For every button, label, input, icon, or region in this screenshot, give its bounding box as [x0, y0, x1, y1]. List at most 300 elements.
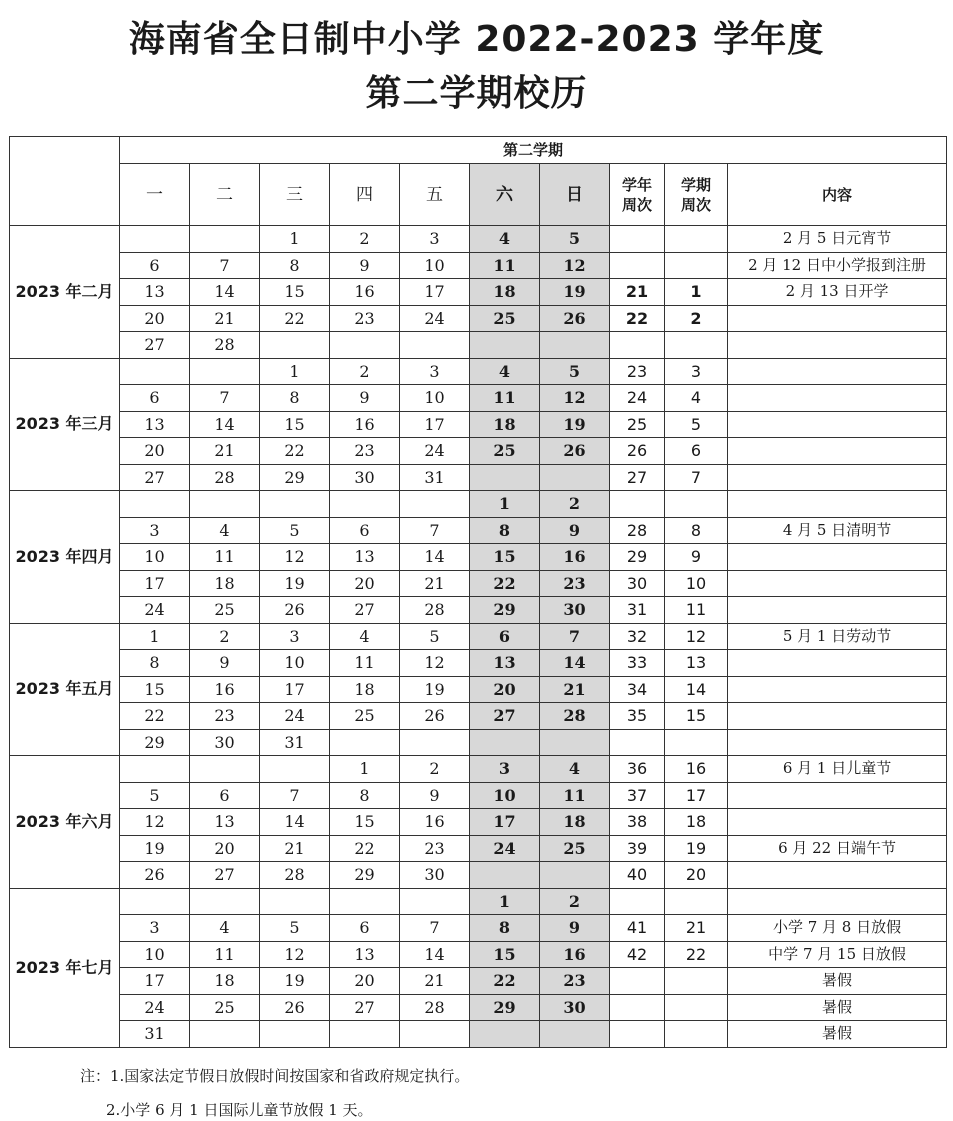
term-week-cell: [665, 968, 728, 995]
year-week-cell: 38: [610, 809, 665, 836]
date-cell: 31: [260, 729, 330, 756]
calendar-week-row: [10, 809, 947, 836]
term-week-cell: 10: [665, 570, 728, 597]
date-cell: [330, 888, 400, 915]
date-cell: [260, 888, 330, 915]
title-line-1: 海南省全日制中小学 2022-2023 学年度: [128, 19, 825, 60]
date-cell: 28: [190, 464, 260, 491]
day-header-sat: 六: [470, 164, 540, 226]
weekend-date-cell: 18: [470, 279, 540, 306]
date-cell: 22: [330, 835, 400, 862]
term-week-cell: 5: [665, 411, 728, 438]
weekend-date-cell: 26: [540, 305, 610, 332]
year-week-header: [610, 164, 665, 226]
year-week-cell: [610, 994, 665, 1021]
term-week-cell: 20: [665, 862, 728, 889]
weekend-date-cell: [540, 1021, 610, 1048]
year-week-cell: 36: [610, 756, 665, 783]
term-week-cell: [665, 729, 728, 756]
year-week-cell: 32: [610, 623, 665, 650]
date-cell: 19: [260, 968, 330, 995]
content-cell: [728, 676, 947, 703]
date-cell: 21: [260, 835, 330, 862]
content-cell: [728, 729, 947, 756]
date-cell: [330, 491, 400, 518]
weekend-date-cell: 24: [470, 835, 540, 862]
date-cell: 12: [260, 544, 330, 571]
weekend-date-cell: 14: [540, 650, 610, 677]
weekend-date-cell: 25: [540, 835, 610, 862]
weekend-date-cell: 4: [540, 756, 610, 783]
weekend-date-cell: 12: [540, 385, 610, 412]
weekend-date-cell: 30: [540, 597, 610, 624]
date-cell: 14: [190, 279, 260, 306]
weekend-date-cell: 29: [470, 994, 540, 1021]
date-cell: 2: [330, 226, 400, 253]
date-cell: 5: [120, 782, 190, 809]
content-cell: [728, 332, 947, 359]
date-cell: [400, 888, 470, 915]
content-cell: [728, 491, 947, 518]
weekend-date-cell: 11: [540, 782, 610, 809]
date-cell: 6: [120, 252, 190, 279]
notes: [80, 1066, 469, 1120]
content-cell: [728, 385, 947, 412]
content-cell: 4 月 5 日清明节: [728, 517, 947, 544]
date-cell: 11: [190, 941, 260, 968]
date-cell: [190, 358, 260, 385]
date-cell: [260, 1021, 330, 1048]
date-cell: 25: [330, 703, 400, 730]
content-cell: 6 月 22 日端午节: [728, 835, 947, 862]
date-cell: 16: [400, 809, 470, 836]
year-week-cell: [610, 491, 665, 518]
calendar-week-row: [10, 703, 947, 730]
date-cell: 9: [330, 385, 400, 412]
calendar-week-row: [10, 332, 947, 359]
weekend-date-cell: 2: [540, 888, 610, 915]
weekend-date-cell: [470, 1021, 540, 1048]
content-cell: 6 月 1 日儿童节: [728, 756, 947, 783]
date-cell: 16: [190, 676, 260, 703]
calendar-week-row: [10, 968, 947, 995]
date-cell: 19: [120, 835, 190, 862]
date-cell: 11: [190, 544, 260, 571]
date-cell: 1: [120, 623, 190, 650]
month-label: 2023 年四月: [10, 491, 120, 624]
date-cell: 27: [120, 464, 190, 491]
term-week-cell: 16: [665, 756, 728, 783]
calendar-week-row: [10, 358, 947, 385]
date-cell: 14: [190, 411, 260, 438]
date-cell: 29: [330, 862, 400, 889]
year-week-cell: [610, 888, 665, 915]
date-cell: 10: [120, 941, 190, 968]
date-cell: 19: [260, 570, 330, 597]
date-cell: 15: [260, 279, 330, 306]
date-cell: 14: [260, 809, 330, 836]
date-cell: 21: [400, 968, 470, 995]
weekend-date-cell: 28: [540, 703, 610, 730]
date-cell: 8: [260, 385, 330, 412]
weekend-date-cell: 30: [540, 994, 610, 1021]
term-week-cell: [665, 888, 728, 915]
calendar-week-row: [10, 544, 947, 571]
term-week-cell: 15: [665, 703, 728, 730]
date-cell: 29: [120, 729, 190, 756]
date-cell: 18: [190, 570, 260, 597]
date-cell: 24: [400, 438, 470, 465]
term-week-cell: 8: [665, 517, 728, 544]
date-cell: 26: [120, 862, 190, 889]
date-cell: 20: [120, 438, 190, 465]
date-cell: 7: [190, 252, 260, 279]
weekend-date-cell: 21: [540, 676, 610, 703]
year-week-cell: 26: [610, 438, 665, 465]
date-cell: [190, 226, 260, 253]
date-cell: 15: [260, 411, 330, 438]
date-cell: [190, 1021, 260, 1048]
year-week-cell: [610, 252, 665, 279]
date-cell: 3: [120, 517, 190, 544]
calendar-week-row: [10, 782, 947, 809]
date-cell: 10: [400, 385, 470, 412]
weekend-date-cell: 3: [470, 756, 540, 783]
content-cell: [728, 464, 947, 491]
date-cell: 1: [330, 756, 400, 783]
title-line-2: 第二学期校历: [365, 73, 588, 114]
term-week-cell: 2: [665, 305, 728, 332]
date-cell: 20: [120, 305, 190, 332]
content-header: 内容: [728, 164, 947, 226]
weekend-date-cell: 5: [540, 226, 610, 253]
calendar-week-row: [10, 438, 947, 465]
term-week-cell: 4: [665, 385, 728, 412]
year-week-cell: [610, 968, 665, 995]
date-cell: [330, 332, 400, 359]
date-cell: [190, 888, 260, 915]
date-cell: 25: [190, 597, 260, 624]
content-cell: [728, 650, 947, 677]
date-cell: 16: [330, 411, 400, 438]
term-week-cell: [665, 994, 728, 1021]
year-week-cell: 29: [610, 544, 665, 571]
content-cell: 2 月 13 日开学: [728, 279, 947, 306]
year-week-cell: 41: [610, 915, 665, 942]
calendar-week-row: [10, 305, 947, 332]
date-cell: 1: [260, 358, 330, 385]
weekend-date-cell: 20: [470, 676, 540, 703]
date-cell: 26: [260, 994, 330, 1021]
date-cell: 22: [120, 703, 190, 730]
content-cell: [728, 358, 947, 385]
weekend-date-cell: 23: [540, 968, 610, 995]
corner-cell: [10, 137, 120, 226]
date-cell: 5: [400, 623, 470, 650]
date-cell: 26: [260, 597, 330, 624]
calendar-week-row: [10, 517, 947, 544]
date-cell: 6: [330, 517, 400, 544]
date-cell: 2: [330, 358, 400, 385]
term-week-cell: 18: [665, 809, 728, 836]
content-cell: 暑假: [728, 994, 947, 1021]
date-cell: 5: [260, 915, 330, 942]
year-week-cell: 42: [610, 941, 665, 968]
calendar-week-row: [10, 279, 947, 306]
content-cell: 小学 7 月 8 日放假: [728, 915, 947, 942]
year-week-cell: 37: [610, 782, 665, 809]
date-cell: 21: [190, 305, 260, 332]
date-cell: 30: [190, 729, 260, 756]
content-cell: [728, 570, 947, 597]
content-cell: 2 月 5 日元宵节: [728, 226, 947, 253]
content-cell: [728, 544, 947, 571]
date-cell: 4: [190, 517, 260, 544]
term-week-cell: 11: [665, 597, 728, 624]
month-label: 2023 年六月: [10, 756, 120, 889]
date-cell: 15: [330, 809, 400, 836]
year-week-header-text: 学年周次: [621, 175, 652, 214]
date-cell: 15: [120, 676, 190, 703]
term-week-cell: [665, 252, 728, 279]
date-cell: 27: [330, 597, 400, 624]
year-week-cell: 35: [610, 703, 665, 730]
weekend-date-cell: 25: [470, 438, 540, 465]
date-cell: 19: [400, 676, 470, 703]
date-cell: 28: [260, 862, 330, 889]
date-cell: 27: [330, 994, 400, 1021]
calendar-week-row: [10, 915, 947, 942]
weekend-date-cell: 29: [470, 597, 540, 624]
date-cell: [260, 756, 330, 783]
date-cell: [120, 491, 190, 518]
term-week-cell: 12: [665, 623, 728, 650]
weekend-date-cell: 4: [470, 226, 540, 253]
date-cell: 27: [190, 862, 260, 889]
weekend-date-cell: 8: [470, 517, 540, 544]
date-cell: [330, 1021, 400, 1048]
year-week-cell: 25: [610, 411, 665, 438]
date-cell: 8: [330, 782, 400, 809]
date-cell: 22: [260, 438, 330, 465]
weekend-date-cell: 27: [470, 703, 540, 730]
date-cell: 24: [400, 305, 470, 332]
content-cell: [728, 438, 947, 465]
date-cell: [400, 729, 470, 756]
date-cell: 11: [330, 650, 400, 677]
weekend-date-cell: 23: [540, 570, 610, 597]
year-week-cell: [610, 226, 665, 253]
content-cell: 暑假: [728, 1021, 947, 1048]
date-cell: [120, 358, 190, 385]
term-week-cell: [665, 332, 728, 359]
date-cell: 28: [400, 597, 470, 624]
weekend-date-cell: 4: [470, 358, 540, 385]
weekend-date-cell: [470, 729, 540, 756]
date-cell: 30: [330, 464, 400, 491]
note-2: 2.小学 6 月 1 日国际儿童节放假 1 天。: [106, 1101, 373, 1119]
weekend-date-cell: 18: [540, 809, 610, 836]
note-1: 注：1.国家法定节假日放假时间按国家和省政府规定执行。: [80, 1067, 470, 1085]
calendar-week-row: [10, 676, 947, 703]
date-cell: [120, 756, 190, 783]
calendar-week-row: [10, 729, 947, 756]
calendar-week-row: [10, 756, 947, 783]
calendar-week-row: [10, 491, 947, 518]
weekend-date-cell: 15: [470, 544, 540, 571]
date-cell: 18: [190, 968, 260, 995]
calendar-table: [9, 136, 947, 1048]
term-week-cell: 7: [665, 464, 728, 491]
calendar-week-row: [10, 994, 947, 1021]
weekend-date-cell: 2: [540, 491, 610, 518]
weekend-date-cell: [470, 862, 540, 889]
date-cell: 13: [330, 941, 400, 968]
date-cell: [120, 888, 190, 915]
date-cell: 31: [120, 1021, 190, 1048]
year-week-cell: 22: [610, 305, 665, 332]
date-cell: 10: [260, 650, 330, 677]
date-cell: 17: [120, 968, 190, 995]
date-cell: 7: [400, 517, 470, 544]
calendar-week-row: [10, 862, 947, 889]
content-cell: 暑假: [728, 968, 947, 995]
content-cell: 5 月 1 日劳动节: [728, 623, 947, 650]
date-cell: 7: [400, 915, 470, 942]
date-cell: 20: [330, 968, 400, 995]
date-cell: 16: [330, 279, 400, 306]
weekend-date-cell: 22: [470, 968, 540, 995]
year-week-cell: 28: [610, 517, 665, 544]
month-label: 2023 年二月: [10, 226, 120, 359]
calendar-week-row: [10, 570, 947, 597]
weekend-date-cell: [470, 464, 540, 491]
term-week-cell: [665, 226, 728, 253]
calendar-week-row: [10, 835, 947, 862]
weekend-date-cell: 22: [470, 570, 540, 597]
year-week-cell: 23: [610, 358, 665, 385]
content-cell: [728, 305, 947, 332]
term-week-cell: 21: [665, 915, 728, 942]
weekend-date-cell: 11: [470, 252, 540, 279]
month-label: 2023 年三月: [10, 358, 120, 491]
term-week-cell: 13: [665, 650, 728, 677]
weekend-date-cell: 18: [470, 411, 540, 438]
date-cell: 2: [190, 623, 260, 650]
weekend-date-cell: 26: [540, 438, 610, 465]
date-cell: 8: [120, 650, 190, 677]
date-cell: 23: [330, 438, 400, 465]
weekend-date-cell: 19: [540, 279, 610, 306]
date-cell: [400, 1021, 470, 1048]
term-week-cell: 3: [665, 358, 728, 385]
year-week-cell: 27: [610, 464, 665, 491]
date-cell: [400, 491, 470, 518]
term-week-cell: 9: [665, 544, 728, 571]
date-cell: 17: [400, 411, 470, 438]
term-week-cell: 6: [665, 438, 728, 465]
date-cell: [190, 756, 260, 783]
content-cell: [728, 888, 947, 915]
date-cell: 3: [400, 226, 470, 253]
date-cell: 13: [330, 544, 400, 571]
date-cell: 4: [330, 623, 400, 650]
calendar-week-row: [10, 385, 947, 412]
date-cell: 6: [120, 385, 190, 412]
weekend-date-cell: 16: [540, 941, 610, 968]
date-cell: 1: [260, 226, 330, 253]
weekend-date-cell: 13: [470, 650, 540, 677]
date-cell: 21: [190, 438, 260, 465]
day-header-mon: 一: [120, 164, 190, 226]
year-week-cell: [610, 729, 665, 756]
term-week-cell: [665, 1021, 728, 1048]
date-cell: 6: [330, 915, 400, 942]
year-week-cell: [610, 332, 665, 359]
date-cell: 10: [120, 544, 190, 571]
date-cell: 21: [400, 570, 470, 597]
term-week-header-text: 学期周次: [680, 175, 711, 214]
date-cell: 2: [400, 756, 470, 783]
date-cell: 13: [190, 809, 260, 836]
month-label: 2023 年七月: [10, 888, 120, 1047]
date-cell: 9: [400, 782, 470, 809]
content-cell: 中学 7 月 15 日放假: [728, 941, 947, 968]
content-cell: [728, 809, 947, 836]
date-cell: 14: [400, 941, 470, 968]
weekend-date-cell: [470, 332, 540, 359]
calendar-week-row: [10, 226, 947, 253]
term-week-cell: 22: [665, 941, 728, 968]
day-header-thu: 四: [330, 164, 400, 226]
date-cell: [190, 491, 260, 518]
day-header-wed: 三: [260, 164, 330, 226]
year-week-cell: 40: [610, 862, 665, 889]
date-cell: 31: [400, 464, 470, 491]
date-cell: 3: [120, 915, 190, 942]
date-cell: 5: [260, 517, 330, 544]
date-cell: 9: [330, 252, 400, 279]
calendar-week-row: [10, 411, 947, 438]
date-cell: 10: [400, 252, 470, 279]
date-cell: 6: [190, 782, 260, 809]
date-cell: 12: [120, 809, 190, 836]
date-cell: 17: [400, 279, 470, 306]
date-cell: 24: [120, 597, 190, 624]
calendar-week-row: [10, 941, 947, 968]
content-cell: [728, 411, 947, 438]
date-cell: 22: [260, 305, 330, 332]
term-week-cell: 17: [665, 782, 728, 809]
weekend-date-cell: 16: [540, 544, 610, 571]
date-cell: 26: [400, 703, 470, 730]
date-cell: [260, 491, 330, 518]
day-header-sun: 日: [540, 164, 610, 226]
weekend-date-cell: 5: [540, 358, 610, 385]
date-cell: 12: [400, 650, 470, 677]
weekend-date-cell: 9: [540, 517, 610, 544]
weekend-date-cell: 25: [470, 305, 540, 332]
weekend-date-cell: 11: [470, 385, 540, 412]
date-cell: [260, 332, 330, 359]
weekend-date-cell: 10: [470, 782, 540, 809]
weekend-date-cell: 9: [540, 915, 610, 942]
date-cell: 18: [330, 676, 400, 703]
date-cell: 20: [190, 835, 260, 862]
term-week-cell: 19: [665, 835, 728, 862]
date-cell: 7: [260, 782, 330, 809]
year-week-cell: 30: [610, 570, 665, 597]
